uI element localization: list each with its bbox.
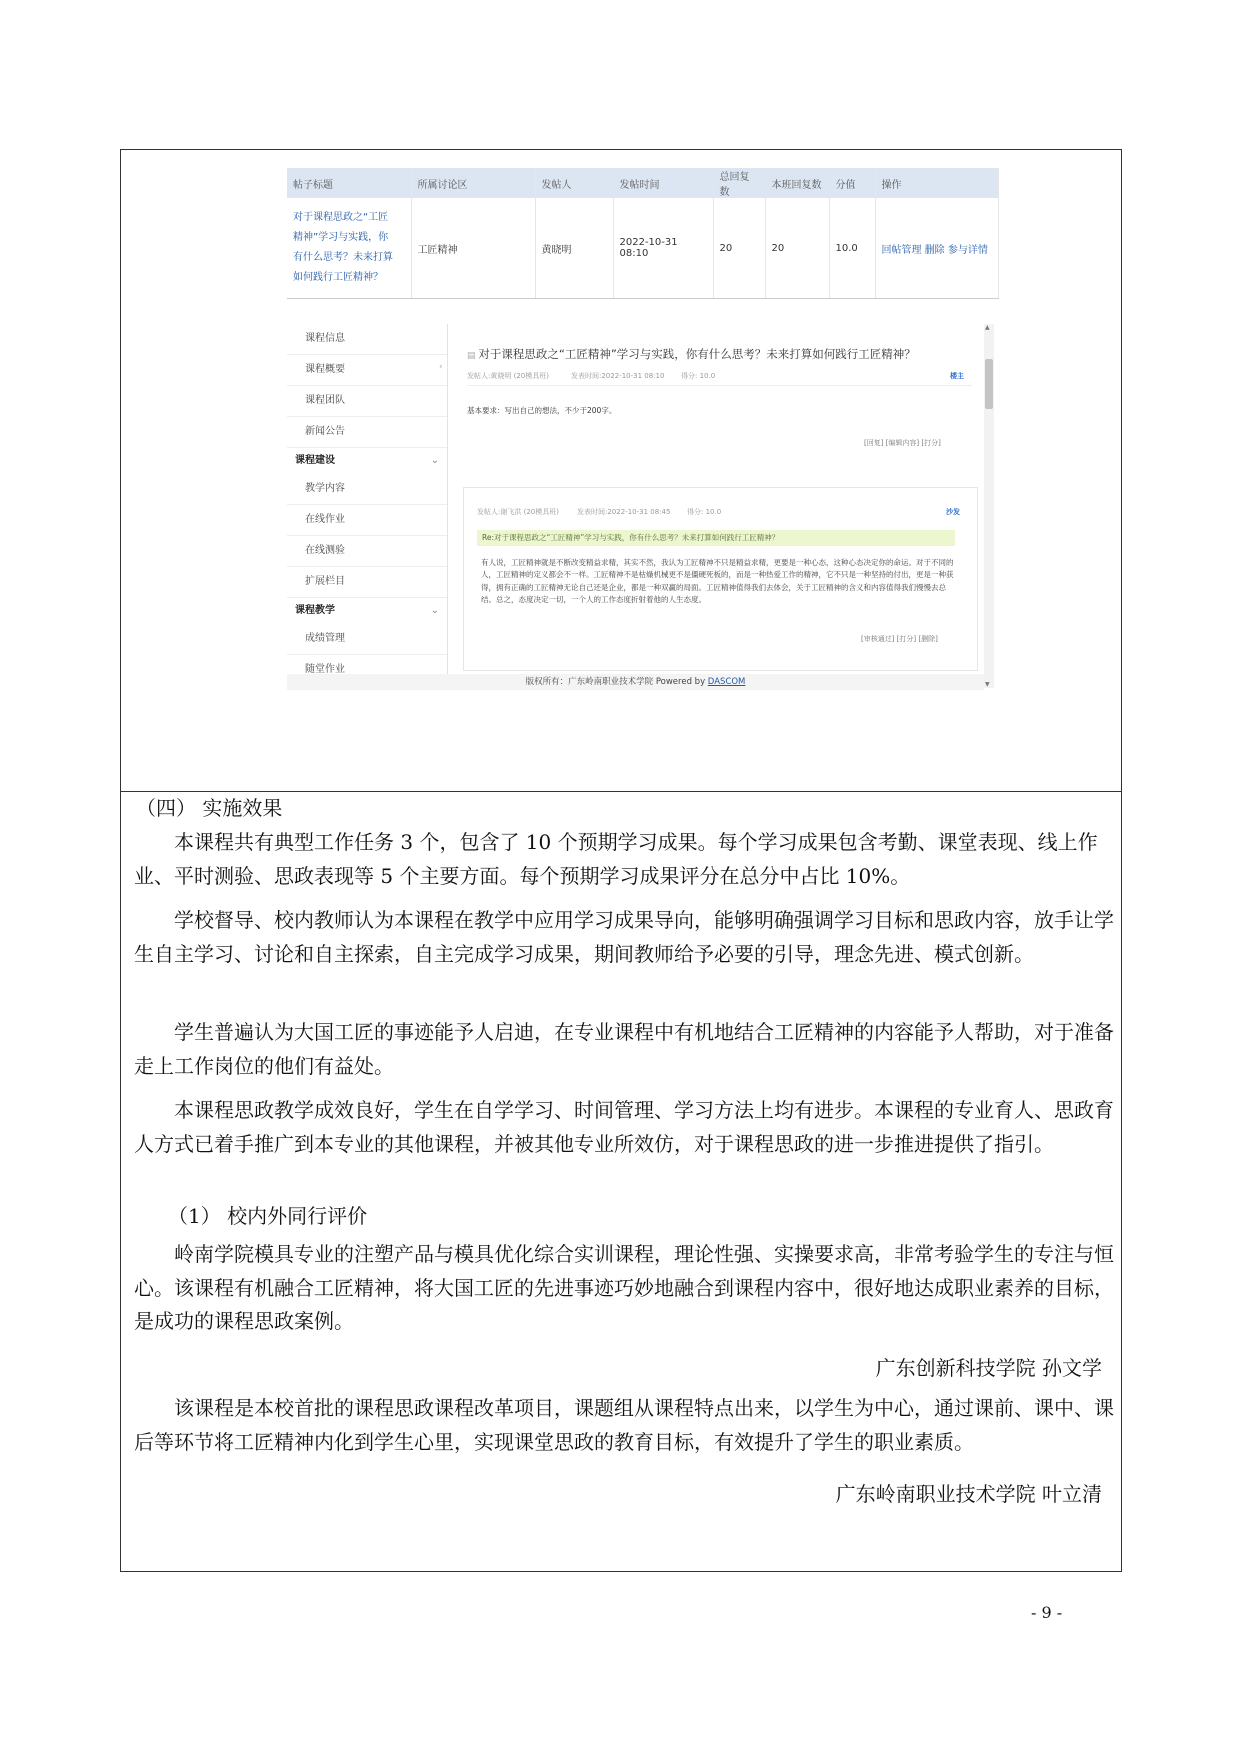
sidebar-item-class-homework[interactable]: 随堂作业: [287, 655, 447, 674]
course-sidebar: [287, 324, 447, 674]
sidebar-item-teaching-content[interactable]: 教学内容: [287, 474, 447, 505]
scroll-up-icon[interactable]: ▲: [985, 324, 990, 331]
post-title-line: 精神”学习与实践，你: [293, 232, 389, 243]
column-header: 所属讨论区: [411, 168, 535, 198]
scrollbar[interactable]: [984, 324, 994, 688]
sidebar-item-online-quiz[interactable]: 在线测验: [287, 536, 447, 567]
post-title-link[interactable]: [287, 198, 411, 299]
sidebar-item-online-homework[interactable]: 在线作业: [287, 505, 447, 536]
post-requirement: 基本要求：写出自己的想法，不少于200字。: [467, 406, 617, 415]
paragraph: 本课程思政教学成效良好，学生在自学学习、时间管理、学习方法上均有进步。本课程的专业育人、思政育人方式已着手推广到本专业的其他课程，并被其他专业所效仿，对于课程思政的进一步推进提供了指引。: [134, 1098, 1114, 1156]
paragraph: 岭南学院模具专业的注塑产品与模具优化综合实训课程，理论性强、实操要求高，非常考验学生的专注与恒心。该课程有机融合工匠精神，将大国工匠的先进事迹巧妙地融合到课程内容中，很好地达成职业素养的目标，是成功的课程思政案例。: [134, 1242, 1114, 1333]
post-author: 发帖人:黄晓明 (20模具班): [467, 372, 549, 380]
column-header: 发帖时间: [613, 168, 713, 198]
section-heading: （四） 实施效果: [136, 796, 283, 820]
paragraph: 本课程共有典型工作任务 3 个，包含了 10 个预期学习成果。每个学习成果包含考勤、课堂表现、线上作业、平时测验、思政表现等 5 个主要方面。每个预期学习成果评分在总分中占比 10%。: [134, 830, 1098, 888]
discussion-area-cell: 工匠精神: [411, 198, 535, 299]
column-header: 总回复数: [713, 168, 765, 198]
post-time-cell: 2022-10-31 08:10: [613, 198, 713, 299]
chevron-down-icon: ⌄: [430, 455, 439, 466]
sidebar-item-news[interactable]: 新闻公告: [287, 417, 447, 448]
forum-footer: [287, 674, 984, 690]
sidebar-item-extension[interactable]: 扩展栏目: [287, 567, 447, 598]
posts-table-screenshot: [287, 168, 998, 299]
sidebar-item-course-overview[interactable]: 课程概要: [287, 355, 447, 386]
column-header: 发帖人: [535, 168, 613, 198]
reply-score: 得分: 10.0: [687, 508, 722, 516]
author-cell: 黄晓明: [535, 198, 613, 299]
post-title-text: 对于课程思政之“工匠精神”学习与实践，你有什么思考？未来打算如何践行工匠精神？: [478, 347, 916, 361]
reply-body: 有人说，工匠精神就是不断改变精益求精，其实不然，我认为工匠精神不只是精益求精，更要是一种心态，这种心态决定你的命运。对于不同的人，工匠精神的定义都会不一样。工匠精神不是枯燥机械更不是僵硬死板的，而是一种热爱工作的精神，它不只是一种坚持的付出，更是一种获得，拥有正确的工匠精神无论自己还是企业，都是一种双赢的局面。工匠精神值得我们去体会，关于工匠精神的含义和内容值得我们慢慢去总结。总之，态度决定一切，一个人的工作态度折射着他的人生态度。: [481, 558, 954, 604]
column-header: 操作: [875, 168, 998, 198]
table-header-row: [287, 168, 998, 198]
divider: [467, 385, 972, 386]
sidebar-group-label: 课程建设: [295, 455, 335, 466]
signature: 广东岭南职业技术学院 叶立清: [835, 1482, 1102, 1506]
sidebar-divider: [447, 324, 448, 674]
paragraph: 该课程是本校首批的课程思政课程改革项目，课题组从课程特点出来，以学生为中心，通过课前、课中、课后等环节将工匠精神内化到学生心里，实现课堂思政的教育目标，有效提升了学生的职业素质。: [134, 1396, 1114, 1454]
post-title-line: 有什么思考？未来打算: [293, 252, 393, 263]
collapse-sidebar-icon[interactable]: ‹: [439, 362, 443, 372]
score-cell: 10.0: [829, 198, 875, 299]
column-header: 本班回复数: [765, 168, 829, 198]
sidebar-group-course-building[interactable]: [287, 448, 447, 474]
floor-tag: 楼主: [950, 372, 964, 380]
sidebar-group-course-teaching[interactable]: [287, 598, 447, 624]
post-score: 得分: 10.0: [681, 372, 716, 380]
operations-links[interactable]: 回帖管理 删除 参与详情: [875, 198, 998, 299]
table-row: [287, 198, 998, 299]
total-replies-cell: 20: [713, 198, 765, 299]
class-replies-cell: 20: [765, 198, 829, 299]
post-time: 发表时间:2022-10-31 08:10: [571, 372, 665, 380]
reply-author: 发帖人:谢飞洪 (20模具班): [477, 508, 559, 516]
column-header: 帖子标题: [287, 168, 411, 198]
paragraph: 学校督导、校内教师认为本课程在教学中应用学习成果导向，能够明确强调学习目标和思政内容，放手让学生自主学习、讨论和自主探索，自主完成学习成果，期间教师给予必要的引导，理念先进、模式创新。: [134, 908, 1114, 966]
forum-screenshot: [287, 324, 998, 690]
subheading: （1） 校内外同行评价: [168, 1204, 368, 1228]
scrollbar-thumb[interactable]: [985, 359, 993, 409]
sidebar-item-course-info[interactable]: 课程信息: [287, 324, 447, 355]
paragraph: 学生普遍认为大国工匠的事迹能予人启迪，在专业课程中有机地结合工匠精神的内容能予人帮助，对于准备走上工作岗位的他们有益处。: [134, 1020, 1114, 1078]
scroll-down-icon[interactable]: ▼: [985, 681, 990, 688]
chevron-down-icon: ⌄: [430, 605, 439, 616]
signature: 广东创新科技学院 孙文学: [875, 1356, 1102, 1380]
reply-time: 发表时间:2022-10-31 08:45: [577, 508, 671, 516]
sidebar-item-grades[interactable]: 成绩管理: [287, 624, 447, 655]
post-title-line: 对于课程思政之“工匠: [293, 212, 389, 223]
document-icon: ▤: [467, 351, 479, 361]
sidebar-item-course-team[interactable]: 课程团队: [287, 386, 447, 417]
posts-table: [287, 168, 999, 299]
column-header: 分值: [829, 168, 875, 198]
post-title-line: 如何践行工匠精神？: [293, 272, 383, 283]
reply-title: Re:对于课程思政之“工匠精神”学习与实践，你有什么思考？未来打算如何践行工匠精神？: [477, 530, 955, 546]
page-number: - 9 -: [1031, 1603, 1063, 1622]
post-title: [467, 346, 916, 362]
floor-tag: 沙发: [946, 508, 960, 516]
footer-copyright: 版权所有：广东岭南职业技术学院 Powered by: [525, 677, 708, 687]
forum-content: [459, 324, 980, 674]
sidebar-group-label: 课程教学: [295, 605, 335, 616]
reply-actions[interactable]: [审核通过] [打分] [删除]: [861, 635, 938, 643]
post-actions[interactable]: [回复] [编辑内容] [打分]: [864, 439, 941, 447]
footer-brand-link[interactable]: DASCOM: [707, 677, 746, 687]
